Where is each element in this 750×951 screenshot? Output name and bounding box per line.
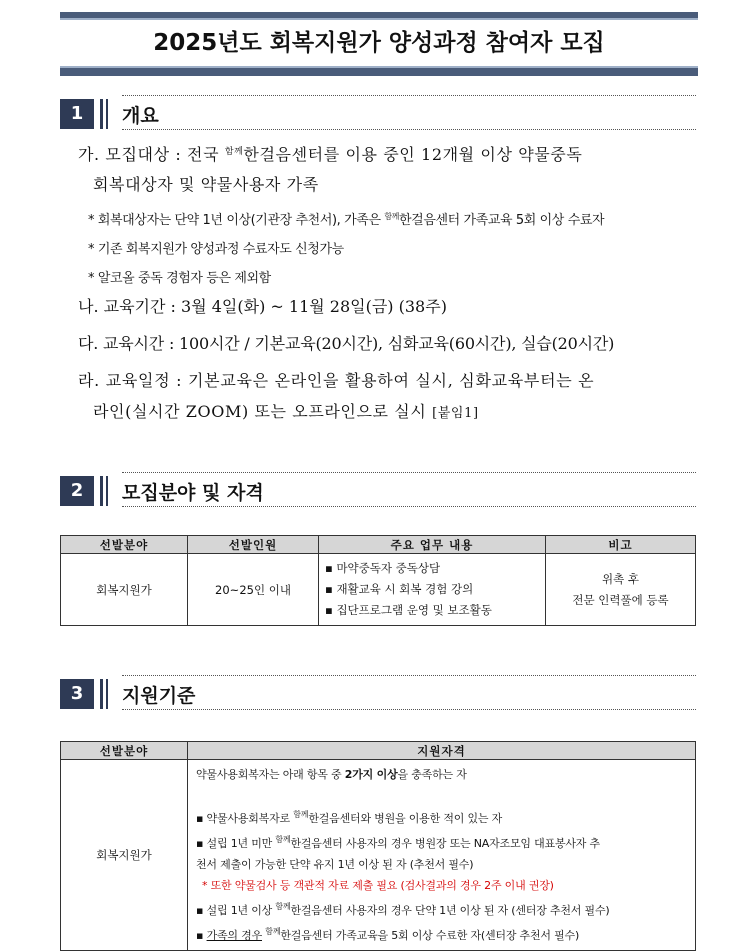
section-2-dots-bottom	[122, 506, 696, 507]
c1-part-a: ▪ 약물사용회복자로	[196, 812, 290, 825]
section-2-rule-thin	[106, 476, 108, 506]
th-tasks: 주요 업무 내용	[319, 536, 546, 554]
note-1-part-b: 한걸음센터 가족교육 5회 이상 수료자	[399, 213, 605, 228]
section-3-rule	[100, 679, 103, 709]
overview-note-3: * 알코올 중독 경험자 등은 제외함	[88, 271, 271, 286]
c2-part-a: ▪ 설립 1년 미만	[196, 837, 273, 850]
criteria-item-2	[196, 829, 687, 854]
section-2-header	[60, 476, 696, 510]
criteria-table	[60, 741, 696, 951]
cell-field: 회복지원가	[61, 554, 188, 626]
overview-ra-line2	[93, 399, 479, 422]
c4-sup: 함께	[265, 927, 281, 936]
c4-bullet: ▪	[196, 929, 204, 942]
section-3-title: 지원기준	[122, 685, 196, 707]
c3-sup: 함께	[275, 902, 291, 911]
overview-ra-line1: 라. 교육일정 : 기본교육은 온라인을 활용하여 실시, 심화교육부터는 온	[78, 371, 595, 390]
c1-sup: 함께	[293, 810, 309, 819]
c1-part-b: 한걸음센터와 병원을 이용한 적이 있는 자	[308, 812, 503, 825]
section-2-title: 모집분야 및 자격	[122, 482, 264, 504]
overview-na: 나. 교육기간 : 3월 4일(화) ~ 11월 28일(금) (38주)	[78, 297, 447, 316]
task-item: ▪ 집단프로그램 운영 및 보조활동	[325, 603, 492, 617]
task-item: ▪ 마약중독자 중독상담	[325, 561, 441, 575]
criteria-table-header	[61, 742, 696, 760]
c2-sup: 함께	[275, 835, 291, 844]
page-title: 2025년도 회복지원가 양성과정 참여자 모집	[153, 30, 605, 56]
c4-underlined: 가족의 경우	[206, 929, 262, 942]
th-criteria: 지원자격	[188, 742, 696, 760]
th-note: 비고	[546, 536, 696, 554]
section-1-dots-bottom	[122, 129, 696, 130]
criteria-item-1	[196, 804, 687, 829]
overview-ra-text: 라인(실시간 ZOOM) 또는 오프라인으로 실시	[93, 402, 427, 421]
th-field: 선발분야	[61, 536, 188, 554]
section-3-rule-thin	[106, 679, 108, 709]
section-2-dots-top	[122, 472, 696, 473]
overview-note-2: * 기존 회복지원가 양성과정 수료자도 신청가능	[88, 242, 344, 257]
overview-da: 다. 교육시간 : 100시간 / 기본교육(20시간), 심화교육(60시간), 실습(20시간)	[78, 334, 615, 353]
overview-note-1	[88, 209, 604, 228]
section-2-number: 2	[60, 476, 94, 506]
section-1-rule	[100, 99, 103, 129]
intro-part-a: 약물사용회복자는 아래 항목 중	[196, 768, 342, 781]
section-1-rule-thin	[106, 99, 108, 129]
overview-ga-sup: 함께	[224, 147, 244, 157]
overview-ga-line1	[78, 142, 582, 165]
table-row	[61, 760, 696, 951]
recruitment-table-header	[61, 536, 696, 554]
note-line-2: 전문 인력풀에 등록	[572, 592, 669, 607]
cell-note	[546, 554, 696, 626]
title-bottom-bar	[60, 68, 698, 76]
criteria-item-3	[196, 896, 687, 921]
overview-ga-line2: 회복대상자 및 약물사용자 가족	[93, 175, 319, 194]
task-item: ▪ 재활교육 시 회복 경험 강의	[325, 582, 474, 596]
criteria-item-4	[196, 921, 687, 946]
section-1-number: 1	[60, 99, 94, 129]
cell-criteria	[188, 760, 696, 951]
cell-tasks	[319, 554, 546, 626]
spacer	[196, 785, 687, 804]
section-2-rule	[100, 476, 103, 506]
c3-part-b: 한걸음센터 사용자의 경우 단약 1년 이상 된 자 (센터장 추천서 필수)	[290, 904, 610, 917]
intro-part-b: 을 충족하는 자	[397, 768, 467, 781]
overview-ra-attachment: [붙임1]	[432, 406, 479, 421]
intro-bold: 2가지 이상	[344, 768, 398, 781]
section-1-dots-top	[122, 95, 696, 96]
overview-ga-rest: 한걸음센터를 이용 중인 12개월 이상 약물중독	[243, 145, 583, 164]
title-top-bar-light	[60, 18, 698, 20]
th-field-2: 선발분야	[61, 742, 188, 760]
table-row	[61, 554, 696, 626]
criteria-intro	[196, 764, 687, 785]
section-3-dots-bottom	[122, 709, 696, 710]
section-3-header	[60, 679, 696, 713]
note-1-part-a: * 회복대상자는 단약 1년 이상(기관장 추천서), 가족은	[88, 213, 381, 228]
c3-part-a: ▪ 설립 1년 이상	[196, 904, 273, 917]
c4-part-b: 한걸음센터 가족교육을 5회 이상 수료한 자(센터장 추천서 필수)	[280, 929, 580, 942]
section-3-number: 3	[60, 679, 94, 709]
cell-field-2: 회복지원가	[61, 760, 188, 951]
criteria-item-2-red-note: * 또한 약물검사 등 객관적 자료 제출 필요 (검사결과의 경우 2주 이내 권장)	[202, 879, 554, 892]
section-3-dots-top	[122, 675, 696, 676]
recruitment-table	[60, 535, 696, 626]
section-1-header	[60, 99, 696, 133]
c2-part-b: 한걸음센터 사용자의 경우 병원장 또는 NA자조모임 대표봉사자 추	[290, 837, 600, 850]
th-count: 선발인원	[188, 536, 319, 554]
cell-count: 20~25인 이내	[188, 554, 319, 626]
overview-ga-prefix: 가. 모집대상 : 전국	[78, 145, 220, 164]
note-line-1: 위촉 후	[602, 571, 639, 586]
criteria-item-2-line2: 천서 제출이 가능한 단약 유지 1년 이상 된 자 (추천서 필수)	[196, 858, 474, 871]
note-1-sup: 함께	[384, 212, 399, 221]
section-1-title: 개요	[122, 105, 159, 127]
